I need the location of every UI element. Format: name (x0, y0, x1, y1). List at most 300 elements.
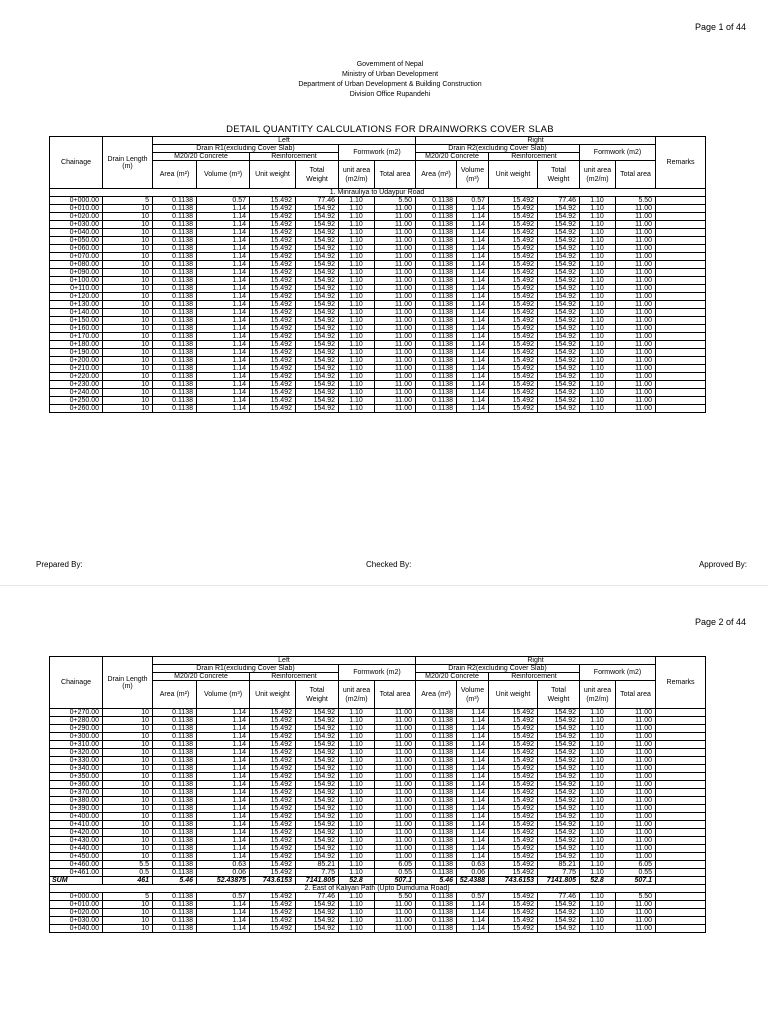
table-cell: 0.1138 (416, 333, 457, 341)
table-cell: 1.14 (197, 269, 250, 277)
col-header-chainage: Chainage (50, 657, 103, 709)
table-cell: 1.14 (457, 845, 489, 853)
table-cell: 0.1138 (416, 229, 457, 237)
table-cell: 11.00 (616, 717, 656, 725)
table-cell: 1.14 (457, 741, 489, 749)
table-cell: 154.92 (296, 365, 339, 373)
table-row (50, 197, 706, 205)
table-cell: 154.92 (296, 717, 339, 725)
table-cell (656, 397, 706, 405)
table-cell: 1.14 (197, 341, 250, 349)
table-cell: 0+180.00 (50, 341, 103, 349)
table-cell: 15.492 (489, 725, 538, 733)
table-row (50, 293, 706, 301)
col-header-unit-area-right: unit area (m2/m) (580, 161, 616, 189)
table-cell: 1.14 (197, 709, 250, 717)
table-cell: 15.492 (489, 333, 538, 341)
table-cell: 0+030.00 (50, 917, 103, 925)
col-header-volume-left: Volume (m³) (197, 681, 250, 709)
table-cell: 154.92 (296, 781, 339, 789)
table-cell: 154.92 (538, 229, 580, 237)
table-cell: 154.92 (296, 221, 339, 229)
table-cell (656, 797, 706, 805)
header-line-division: Division Office Rupandehi (349, 91, 431, 98)
table-cell: 1.10 (580, 901, 616, 909)
table-cell: 10 (103, 373, 153, 381)
col-header-unit-weight-right: Unit weight (489, 161, 538, 189)
table-cell: 1.14 (457, 221, 489, 229)
table-cell (656, 741, 706, 749)
table-cell: 154.92 (538, 781, 580, 789)
table-cell: 1.10 (339, 357, 375, 365)
table-cell: 15.492 (250, 853, 296, 861)
table-cell: 0+160.00 (50, 325, 103, 333)
table-cell: 154.92 (538, 269, 580, 277)
table-cell: 1.14 (197, 805, 250, 813)
table-cell: 1.14 (457, 245, 489, 253)
table-cell (656, 837, 706, 845)
table-cell: 1.10 (339, 805, 375, 813)
table-cell: 743.6153 (489, 877, 538, 885)
table-cell: 1.10 (580, 909, 616, 917)
table-cell (656, 709, 706, 717)
table-cell: 15.492 (250, 389, 296, 397)
table-cell: 1.10 (339, 813, 375, 821)
table-cell: 11.00 (375, 741, 416, 749)
table-row (50, 357, 706, 365)
table-cell (656, 789, 706, 797)
table-cell: 1.10 (339, 229, 375, 237)
table-cell: 0+340.00 (50, 765, 103, 773)
table-cell (656, 349, 706, 357)
table-cell: 0+280.00 (50, 717, 103, 725)
table-row (50, 917, 706, 925)
table-cell: 743.6153 (250, 877, 296, 885)
table-cell: 154.92 (296, 245, 339, 253)
table-cell: 0.55 (616, 869, 656, 877)
table-row (50, 389, 706, 397)
table-cell: 11.00 (375, 229, 416, 237)
table-cell (656, 293, 706, 301)
table-cell: 0.1138 (416, 805, 457, 813)
table-cell: 1.10 (580, 813, 616, 821)
table-cell: 0+290.00 (50, 725, 103, 733)
table-cell: 11.00 (375, 293, 416, 301)
table-cell: 1.10 (580, 821, 616, 829)
table-cell: 0.1138 (153, 773, 197, 781)
table-cell: 1.10 (580, 317, 616, 325)
table-cell: 1.10 (580, 717, 616, 725)
table-cell: 1.10 (580, 301, 616, 309)
table-cell: 1.14 (197, 821, 250, 829)
table-cell: 15.492 (250, 813, 296, 821)
table-cell: 0.1138 (153, 341, 197, 349)
table-cell: 1.10 (580, 381, 616, 389)
table-cell: 11.00 (616, 389, 656, 397)
table-cell: 11.00 (375, 221, 416, 229)
table-header (50, 137, 706, 189)
col-header-unit-area-left: unit area (m2/m) (339, 681, 375, 709)
table-cell: 0.1138 (416, 261, 457, 269)
table-cell: 10 (103, 717, 153, 725)
table-cell: 11.00 (375, 781, 416, 789)
table-cell: 15.492 (489, 261, 538, 269)
table-cell: 11.00 (375, 813, 416, 821)
table-cell: 0.1138 (153, 285, 197, 293)
table-cell (656, 309, 706, 317)
table-cell: 0+010.00 (50, 901, 103, 909)
table-cell: 0.1138 (416, 317, 457, 325)
table-cell: 1.14 (197, 733, 250, 741)
table-cell: 0.1138 (153, 901, 197, 909)
table-cell: 0+190.00 (50, 349, 103, 357)
col-header-reinforcement-right: Reinforcement (489, 153, 580, 161)
table-cell: 0+330.00 (50, 757, 103, 765)
table-cell: 15.492 (250, 845, 296, 853)
table-row (50, 341, 706, 349)
table-cell: 0.5 (103, 869, 153, 877)
table-cell: 10 (103, 805, 153, 813)
table-cell: 0.1138 (153, 301, 197, 309)
table-cell: 154.92 (296, 213, 339, 221)
table-cell: 0.1138 (416, 797, 457, 805)
table-row (50, 813, 706, 821)
table-cell: 1.14 (457, 925, 489, 933)
table-cell: 11.00 (616, 261, 656, 269)
table-cell: 0.1138 (416, 765, 457, 773)
table-cell: 11.00 (616, 821, 656, 829)
table-cell: 1.14 (197, 277, 250, 285)
table-cell: 1.10 (580, 845, 616, 853)
table-cell: 0.1138 (153, 397, 197, 405)
col-header-unit-area-left: unit area (m2/m) (339, 161, 375, 189)
table-cell: 1.10 (339, 853, 375, 861)
table-cell: 1.14 (457, 853, 489, 861)
table-cell: 15.492 (250, 301, 296, 309)
table-cell: 1.10 (580, 773, 616, 781)
table-cell: 0.1138 (416, 773, 457, 781)
table-cell: 1.10 (339, 301, 375, 309)
table-cell: 154.92 (296, 205, 339, 213)
table-cell: 1.10 (339, 821, 375, 829)
table-cell: 11.00 (375, 237, 416, 245)
table-cell: 15.492 (250, 341, 296, 349)
table-cell: 11.00 (375, 757, 416, 765)
table-cell: 0.1138 (153, 309, 197, 317)
table-cell: 11.00 (616, 253, 656, 261)
table-cell: 10 (103, 285, 153, 293)
table-cell: 1.14 (457, 821, 489, 829)
table-cell: 1.10 (339, 797, 375, 805)
table-cell: 52.8 (339, 877, 375, 885)
table-cell: 11.00 (375, 389, 416, 397)
table-cell: 85.21 (538, 861, 580, 869)
sum-row (50, 877, 706, 885)
table-cell: 15.492 (250, 309, 296, 317)
table-cell: 15.492 (250, 781, 296, 789)
table-row (50, 221, 706, 229)
table-cell: 15.492 (250, 909, 296, 917)
table-cell: 154.92 (538, 917, 580, 925)
table-row (50, 757, 706, 765)
table-cell: 154.92 (538, 365, 580, 373)
table-cell: 1.14 (457, 725, 489, 733)
table-cell: 11.00 (616, 757, 656, 765)
table-cell: 1.14 (457, 389, 489, 397)
table-cell: 11.00 (616, 909, 656, 917)
table-row (50, 789, 706, 797)
table-cell: 0.1138 (153, 733, 197, 741)
table-row (50, 253, 706, 261)
table-cell: 1.14 (457, 237, 489, 245)
table-cell: 77.46 (538, 197, 580, 205)
table-cell: 10 (103, 365, 153, 373)
table-cell: 11.00 (375, 405, 416, 413)
table-cell: 15.492 (250, 797, 296, 805)
table-cell: 1.14 (197, 773, 250, 781)
table-cell: 10 (103, 269, 153, 277)
table-cell: 11.00 (616, 853, 656, 861)
table-cell: 0+210.00 (50, 365, 103, 373)
table-cell: 15.492 (250, 773, 296, 781)
table-cell: 1.10 (580, 341, 616, 349)
table-cell: 0.1138 (416, 237, 457, 245)
table-cell: 1.10 (580, 205, 616, 213)
table-cell: 154.92 (538, 253, 580, 261)
table-cell: 0.1138 (416, 397, 457, 405)
table-cell: 154.92 (538, 245, 580, 253)
table-cell: 11.00 (375, 277, 416, 285)
table-cell: 1.10 (339, 917, 375, 925)
table-cell: 1.10 (339, 197, 375, 205)
table-cell: 0.1138 (153, 253, 197, 261)
table-row (50, 861, 706, 869)
table-cell: 0.1138 (153, 837, 197, 845)
table-cell: 1.14 (457, 317, 489, 325)
table-cell: 1.10 (339, 373, 375, 381)
table-cell: 0+410.00 (50, 821, 103, 829)
table-cell: 15.492 (250, 925, 296, 933)
table-cell (656, 813, 706, 821)
table-cell: 154.92 (538, 213, 580, 221)
table-cell: 11.00 (375, 925, 416, 933)
table-cell: 0+120.00 (50, 293, 103, 301)
col-header-total-area-right: Total area (616, 161, 656, 189)
table-cell: 1.14 (457, 293, 489, 301)
table-cell: 154.92 (538, 749, 580, 757)
table-cell: 154.92 (296, 349, 339, 357)
table-cell: 154.92 (296, 805, 339, 813)
table-cell: 1.14 (197, 901, 250, 909)
table-cell: 0+430.00 (50, 837, 103, 845)
table-cell: 15.492 (250, 741, 296, 749)
table-cell: 15.492 (489, 349, 538, 357)
table-cell: 0+100.00 (50, 277, 103, 285)
table-cell: 154.92 (296, 373, 339, 381)
table-cell: 1.10 (580, 829, 616, 837)
table-cell: 154.92 (296, 909, 339, 917)
table-row (50, 301, 706, 309)
table-cell: 11.00 (616, 373, 656, 381)
table-cell: 0+090.00 (50, 269, 103, 277)
table-cell: 1.10 (580, 781, 616, 789)
table-cell: 15.492 (250, 757, 296, 765)
table-cell: 15.492 (489, 205, 538, 213)
table-cell: 0.1138 (153, 405, 197, 413)
table-cell (656, 877, 706, 885)
table-cell: 0.1138 (416, 405, 457, 413)
table-cell: 0.1138 (153, 893, 197, 901)
table-cell: 15.492 (489, 357, 538, 365)
table-cell: 1.10 (580, 797, 616, 805)
col-header-left: Left (153, 137, 416, 145)
table-cell: 10 (103, 221, 153, 229)
table-cell: 10 (103, 821, 153, 829)
table-cell: 15.492 (489, 789, 538, 797)
table-cell: 10 (103, 925, 153, 933)
table-cell: 154.92 (296, 917, 339, 925)
table-cell: 1.14 (457, 789, 489, 797)
table-cell: 154.92 (538, 805, 580, 813)
table-cell: 11.00 (616, 237, 656, 245)
col-header-total-area-left: Total area (375, 161, 416, 189)
table-cell: 15.492 (489, 317, 538, 325)
table-row (50, 837, 706, 845)
table-cell: 15.492 (489, 837, 538, 845)
table-cell: 10 (103, 909, 153, 917)
table-cell: 15.492 (250, 245, 296, 253)
table-cell: 15.492 (489, 773, 538, 781)
table-cell: 11.00 (616, 741, 656, 749)
col-header-concrete-right: M20/20 Concrete (416, 673, 489, 681)
table-cell: 154.92 (538, 709, 580, 717)
table-cell: 0.1138 (416, 725, 457, 733)
table-cell: 15.492 (250, 261, 296, 269)
table-cell (656, 757, 706, 765)
document-header (0, 60, 768, 100)
table-cell: 11.00 (375, 773, 416, 781)
table-cell: 1.10 (580, 285, 616, 293)
table-cell: 1.14 (457, 837, 489, 845)
table-cell: 10 (103, 733, 153, 741)
table-cell: 1.10 (580, 397, 616, 405)
table-cell: 0.1138 (153, 821, 197, 829)
header-line-government: Government of Nepal (356, 61, 424, 68)
table-cell: 15.492 (250, 837, 296, 845)
table-cell: 0.1138 (416, 253, 457, 261)
table-cell: 11.00 (616, 773, 656, 781)
table-cell: 1.10 (580, 837, 616, 845)
table-cell: 5 (103, 197, 153, 205)
table-cell: 154.92 (296, 253, 339, 261)
table-cell: 0.1138 (416, 757, 457, 765)
table-cell: 0.1138 (153, 277, 197, 285)
table-cell: 5.5 (103, 861, 153, 869)
table-cell: 11.00 (375, 853, 416, 861)
table-cell: 0.1138 (153, 197, 197, 205)
table-cell: 0.1138 (153, 917, 197, 925)
table-cell: 11.00 (375, 789, 416, 797)
table-cell: 154.92 (538, 765, 580, 773)
table-cell: 0.1138 (416, 861, 457, 869)
table-cell: 15.492 (489, 197, 538, 205)
section-title: 1. Minrauliya to Udaypur Road (50, 189, 706, 197)
table-cell: 11.00 (375, 733, 416, 741)
col-header-unit-area-right: unit area (m2/m) (580, 681, 616, 709)
table-cell: 11.00 (616, 205, 656, 213)
table-cell: 1.14 (197, 845, 250, 853)
col-header-total-weight-left: Total Weight (296, 161, 339, 189)
col-header-concrete-left: M20/20 Concrete (153, 673, 250, 681)
table-cell: 5.46 (416, 877, 457, 885)
table-cell: 1.10 (339, 893, 375, 901)
table-cell: 0.1138 (153, 293, 197, 301)
table-cell: 15.492 (250, 333, 296, 341)
table-cell: 1.10 (339, 741, 375, 749)
section-title: 2. East of Kaliyan Path (Upto Dumduma Road) (50, 885, 706, 893)
table-cell: 1.14 (197, 757, 250, 765)
table-cell: 0+420.00 (50, 829, 103, 837)
table-cell: 1.10 (339, 325, 375, 333)
table-cell: 10 (103, 749, 153, 757)
table-cell: 154.92 (538, 925, 580, 933)
table-cell: 154.92 (538, 405, 580, 413)
table-cell: 10 (103, 229, 153, 237)
table-cell: 0+260.00 (50, 405, 103, 413)
table-cell: 15.492 (489, 709, 538, 717)
table-cell: 0.57 (197, 197, 250, 205)
table-cell: 7.75 (538, 869, 580, 877)
table-cell: 154.92 (538, 277, 580, 285)
quantity-table (49, 656, 706, 933)
table-cell: 0.1138 (416, 749, 457, 757)
table-cell: 15.492 (489, 269, 538, 277)
table-cell: 11.00 (375, 845, 416, 853)
table-cell: 11.00 (375, 717, 416, 725)
table-cell: 1.10 (339, 765, 375, 773)
table-cell: 1.14 (197, 365, 250, 373)
table-row (50, 925, 706, 933)
table-cell: 0.1138 (416, 789, 457, 797)
table-cell: 15.492 (489, 389, 538, 397)
table-cell (656, 717, 706, 725)
table-cell: 0.1138 (153, 317, 197, 325)
table-cell: 10 (103, 765, 153, 773)
table-cell (656, 821, 706, 829)
table-cell: 10 (103, 709, 153, 717)
table-cell: 15.492 (489, 341, 538, 349)
table-cell: 52.8 (580, 877, 616, 885)
table-cell: 1.14 (457, 901, 489, 909)
table-cell: 15.492 (489, 813, 538, 821)
table-cell: 10 (103, 205, 153, 213)
table-cell: 11.00 (616, 325, 656, 333)
table-cell: 0+390.00 (50, 805, 103, 813)
table-cell: 1.14 (457, 333, 489, 341)
table-row (50, 405, 706, 413)
table-cell: 15.492 (489, 893, 538, 901)
table-cell: 0+060.00 (50, 245, 103, 253)
table-cell: 11.00 (375, 365, 416, 373)
table-cell: 1.14 (197, 213, 250, 221)
table-cell: 0.1138 (416, 269, 457, 277)
table-cell: 1.10 (339, 709, 375, 717)
table-cell: 154.92 (538, 301, 580, 309)
table-cell: 1.14 (197, 925, 250, 933)
table-cell: 154.92 (538, 389, 580, 397)
table-cell: 10 (103, 845, 153, 853)
table-cell: 1.14 (457, 773, 489, 781)
